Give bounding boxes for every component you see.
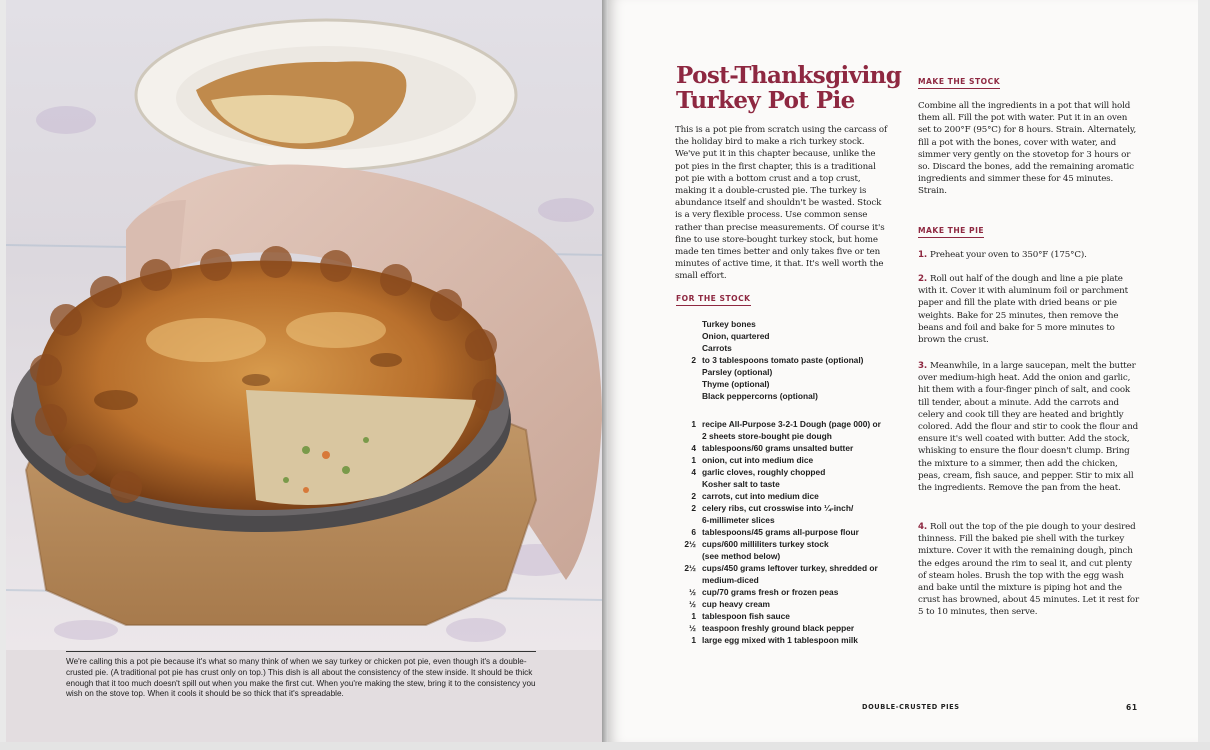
- ingredient-quantity: 1: [691, 419, 696, 429]
- ingredient-row: [674, 562, 904, 574]
- ingredient-quantity: 2: [691, 491, 696, 501]
- ingredient-row: [674, 330, 894, 342]
- ingredient-text: Kosher salt to taste: [702, 479, 780, 489]
- ingredient-row: [674, 378, 894, 390]
- ingredient-text: Onion, quartered: [702, 331, 770, 341]
- ingredient-quantity: [674, 330, 702, 342]
- ingredient-quantity: 4: [691, 443, 696, 453]
- ingredient-row: [674, 514, 904, 526]
- running-footer-title: DOUBLE-CRUSTED PIES: [862, 703, 960, 711]
- ingredient-text: 6-millimeter slices: [702, 515, 775, 525]
- caption-rule: [66, 651, 536, 652]
- make-stock-heading: MAKE THE STOCK: [918, 77, 1000, 89]
- ingredient-text: cup heavy cream: [702, 599, 770, 609]
- step-text: Roll out the top of the pie dough to your desired thinness. Fill the baked pie shell with the turkey mixture. Cover it with the remaining dough, pinch the edges around the rim to seal it, and cut plenty of steam holes. Brush the top with the egg wash and bake until the mixture is piping hot and the crust has browned, about 45 minutes. Let it rest for 5 to 10 minutes, then serve.: [918, 522, 1139, 618]
- bottom-edge: [0, 742, 1210, 750]
- ingredient-text: recipe All-Purpose 3-2-1 Dough (page 000) or: [702, 419, 881, 429]
- ingredient-text: garlic cloves, roughly chopped: [702, 467, 826, 477]
- step-3: [918, 360, 1140, 494]
- ingredient-row: [674, 342, 894, 354]
- recipe-title: [676, 63, 916, 113]
- recipe-intro: This is a pot pie from scratch using the carcass of the holiday bird to make a rich turkey stock. We've put it in this chapter because, unlike the pot pies in the first chapter, this is a traditional pot pie with a bottom crust and a top crust, making it a double-crusted pie. The turkey is abundance itself and shouldn't be wasted. Stock is a very flexible process. Use common sense rather than precise measurements. Of course it's fine to use store-bought turkey stock, but home made ten times better and only takes five or ten minutes of active time, it that. It's well worth the small effort.: [675, 125, 888, 282]
- ingredient-quantity: [674, 478, 702, 490]
- page-edge: [1198, 0, 1210, 750]
- recipe-title-line-1: Post-Thanksgiving: [676, 62, 902, 89]
- ingredient-quantity: [674, 342, 702, 354]
- ingredient-row: [674, 354, 894, 366]
- ingredient-text: teaspoon freshly ground black pepper: [702, 623, 855, 633]
- step-number: 2.: [918, 274, 928, 284]
- make-pie-heading: MAKE THE PIE: [918, 226, 984, 238]
- ingredient-quantity: 1: [691, 455, 696, 465]
- ingredient-row: [674, 390, 894, 402]
- ingredient-text: 2 sheets store-bought pie dough: [702, 431, 832, 441]
- ingredient-quantity: 2½: [684, 539, 696, 549]
- ingredient-row: [674, 490, 904, 502]
- ingredient-quantity: [674, 430, 702, 442]
- step-2: [918, 273, 1140, 346]
- step-text: Preheat your oven to 350°F (175°C).: [930, 250, 1087, 260]
- ingredient-text: tablespoons/45 grams all-purpose flour: [702, 527, 859, 537]
- ingredient-text: carrots, cut into medium dice: [702, 491, 819, 501]
- ingredient-text: Parsley (optional): [702, 367, 773, 377]
- step-number: 4.: [918, 522, 928, 532]
- make-stock-text: Combine all the ingredients in a pot that will hold them all. Fill the pot with water. Put it in an oven set to 200°F (95°C) for 8 hours. Strain. Alternately, fill a pot with the bones, cover with water, and simmer very gently on the stovetop for 3 hours or so. Discard the bones, add the remaining aromatic ingredients and simmer these for 45 minutes. Strain.: [918, 101, 1137, 197]
- ingredient-row: [674, 478, 904, 490]
- ingredient-row: [674, 598, 904, 610]
- ingredient-row: [674, 550, 904, 562]
- ingredient-quantity: 1: [691, 635, 696, 645]
- step-number: 3.: [918, 361, 928, 371]
- ingredient-row: [674, 526, 904, 538]
- ingredient-quantity: 4: [691, 467, 696, 477]
- ingredient-text: Carrots: [702, 343, 732, 353]
- ingredient-row: [674, 538, 904, 550]
- photo-caption: We're calling this a pot pie because it's what so many think of when we say turkey or chicken pot pie, even though it's a double-crusted pie. (A traditional pot pie has crust only on top.) This dish is all about the consistency of the stew inside. It should be thick enough that it too much doesn't spill out when you make the first cut. When you're making the stew, bring it to the consistency you wish on the stove top. When it cools it should be so thick that it's spreadable.: [66, 657, 536, 699]
- recipe-title-line-2: Turkey Pot Pie: [676, 87, 855, 114]
- step-text: Roll out half of the dough and line a pie plate with it. Cover it with aluminum foil or parchment paper and fill the plate with dried beans or pie weights. Bake for 25 minutes, then remove the beans and foil and bake for 5 more minutes to brown the crust.: [918, 274, 1128, 346]
- ingredient-quantity: [674, 574, 702, 586]
- ingredient-quantity: [674, 366, 702, 378]
- ingredient-text: cups/600 milliliters turkey stock: [702, 539, 829, 549]
- ingredient-row: [674, 634, 904, 646]
- ingredient-text: celery ribs, cut crosswise into ¼-inch/: [702, 503, 854, 513]
- stock-ingredients-list: [674, 318, 894, 402]
- ingredient-row: [674, 454, 904, 466]
- ingredient-text: tablespoon fish sauce: [702, 611, 790, 621]
- left-page: [6, 0, 602, 742]
- ingredient-quantity: ½: [689, 599, 696, 609]
- ingredient-text: Thyme (optional): [702, 379, 770, 389]
- ingredient-text: cup/70 grams fresh or frozen peas: [702, 587, 839, 597]
- ingredient-text: medium-diced: [702, 575, 759, 585]
- step-text: Meanwhile, in a large saucepan, melt the butter over medium-high heat. Add the onion and garlic, hit them with a four-finger pinch of salt, and cook till tender, about a minute. Add the carrots and celery and cook till they are heated and brightly colored. Add the flour and stir to cook the flour and ensure it's well coated with butter. Add the stock, whisking to ensure the flour doesn't clump. Bring the mixture to a simmer, then add the chicken, peas, cream, fish sauce, and pepper. Stir to mix all the ingredients. Remove the pan from the heat.: [918, 361, 1139, 494]
- ingredient-quantity: [674, 318, 702, 330]
- step-4: [918, 521, 1140, 619]
- ingredient-row: [674, 586, 904, 598]
- ingredient-text: large egg mixed with 1 tablespoon milk: [702, 635, 858, 645]
- ingredient-row: [674, 574, 904, 586]
- ingredient-text: tablespoons/60 grams unsalted butter: [702, 443, 854, 453]
- ingredient-quantity: 6: [691, 527, 696, 537]
- ingredient-row: [674, 366, 894, 378]
- ingredient-text: to 3 tablespoons tomato paste (optional): [702, 355, 864, 365]
- ingredient-text: (see method below): [702, 551, 781, 561]
- ingredient-quantity: ½: [689, 623, 696, 633]
- ingredient-row: [674, 610, 904, 622]
- ingredient-quantity: ½: [689, 587, 696, 597]
- pot-pie-photo-image: [6, 0, 602, 650]
- ingredient-quantity: 2½: [684, 563, 696, 573]
- pie-ingredients-list: [674, 418, 904, 646]
- step-number: 1.: [918, 250, 928, 260]
- step-1: [918, 249, 1140, 261]
- ingredient-row: [674, 502, 904, 514]
- ingredient-text: onion, cut into medium dice: [702, 455, 814, 465]
- ingredient-quantity: 2: [691, 355, 696, 365]
- ingredient-quantity: [674, 378, 702, 390]
- stock-ingredients-heading: FOR THE STOCK: [676, 294, 751, 306]
- ingredient-text: Black peppercorns (optional): [702, 391, 818, 401]
- ingredient-quantity: [674, 550, 702, 562]
- ingredient-quantity: 2: [691, 503, 696, 513]
- ingredient-text: cups/450 grams leftover turkey, shredded or: [702, 563, 878, 573]
- ingredient-text: Turkey bones: [702, 319, 756, 329]
- ingredient-row: [674, 442, 904, 454]
- ingredient-row: [674, 418, 904, 430]
- ingredient-row: [674, 622, 904, 634]
- ingredient-row: [674, 466, 904, 478]
- ingredient-row: [674, 430, 904, 442]
- ingredient-quantity: [674, 514, 702, 526]
- ingredient-quantity: [674, 390, 702, 402]
- ingredient-quantity: 1: [691, 611, 696, 621]
- right-page: [608, 0, 1198, 742]
- ingredient-row: [674, 318, 894, 330]
- page-number: 61: [1126, 703, 1138, 712]
